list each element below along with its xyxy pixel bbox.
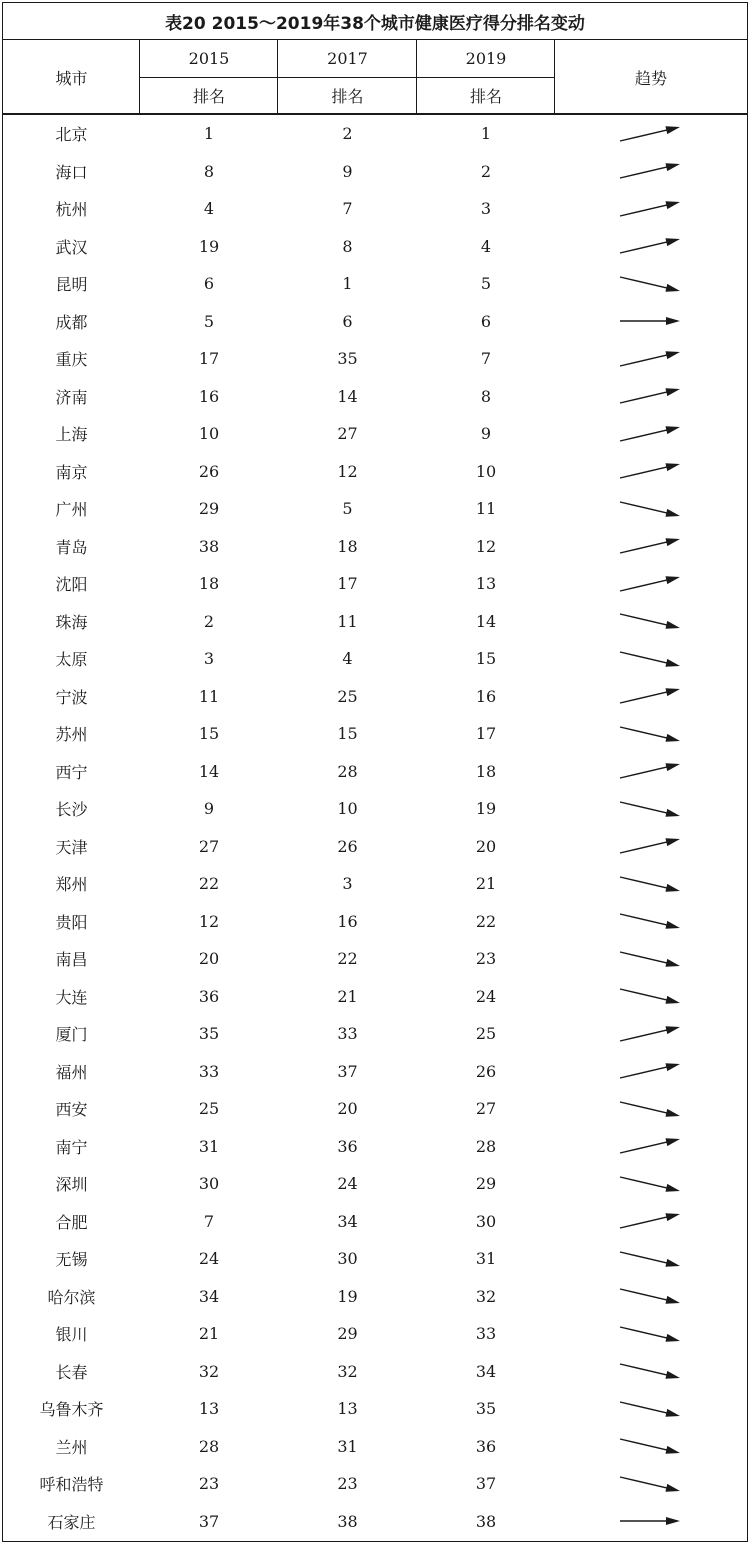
- cell-rank-2019: 10: [475, 461, 497, 481]
- cell-rank-2019: 24: [475, 986, 497, 1006]
- header-year-2017: 2017: [327, 49, 368, 68]
- cell-city: 太原: [55, 650, 88, 670]
- cell-city: 贵阳: [55, 912, 88, 932]
- cell-rank-2015: 2: [203, 611, 215, 631]
- trend-arrow-up-icon: [555, 415, 747, 453]
- cell-rank-2019: 8: [480, 386, 492, 406]
- table-row: [3, 978, 747, 1016]
- cell-rank-2017: 18: [337, 536, 358, 556]
- cell-city: 南宁: [55, 1137, 88, 1157]
- cell-rank-2019: 17: [475, 724, 497, 744]
- cell-city: 郑州: [55, 875, 88, 895]
- cell-rank-2019: 38: [475, 1511, 497, 1531]
- cell-rank-2015: 11: [198, 686, 220, 706]
- trend-arrow-down-icon: [555, 640, 747, 678]
- cell-rank-2019: 3: [480, 199, 492, 219]
- table-row: [3, 1390, 747, 1428]
- cell-rank-2017: 23: [337, 1474, 358, 1494]
- table-row: [3, 1503, 747, 1541]
- trend-arrow-down-icon: [555, 265, 747, 303]
- table-row: [3, 1428, 747, 1466]
- cell-city: 深圳: [55, 1175, 88, 1195]
- cell-city: 济南: [55, 387, 88, 407]
- cell-rank-2019: 13: [475, 574, 497, 594]
- cell-rank-2017: 30: [337, 1249, 358, 1269]
- cell-rank-2015: 27: [198, 836, 220, 856]
- cell-city: 沈阳: [55, 575, 88, 595]
- header-rank-2015: 排名: [192, 87, 225, 106]
- table-row: [3, 603, 747, 641]
- table-row: [3, 1240, 747, 1278]
- cell-city: 石家庄: [47, 1512, 96, 1532]
- cell-rank-2019: 28: [475, 1136, 497, 1156]
- table-row: [3, 1315, 747, 1353]
- cell-rank-2015: 36: [198, 986, 220, 1006]
- cell-rank-2019: 34: [475, 1361, 497, 1381]
- table-row: [3, 453, 747, 491]
- table-row: [3, 1203, 747, 1241]
- cell-rank-2019: 37: [475, 1474, 497, 1494]
- table-row: [3, 1353, 747, 1391]
- cell-rank-2019: 12: [475, 536, 497, 556]
- trend-arrow-down-icon: [555, 1090, 747, 1128]
- cell-rank-2019: 14: [475, 611, 497, 631]
- cell-rank-2019: 26: [475, 1061, 497, 1081]
- cell-rank-2017: 21: [337, 986, 358, 1006]
- cell-rank-2019: 27: [475, 1099, 497, 1119]
- cell-rank-2015: 30: [198, 1174, 220, 1194]
- cell-city: 呼和浩特: [39, 1475, 104, 1495]
- cell-rank-2017: 33: [337, 1024, 358, 1044]
- table-row: [3, 715, 747, 753]
- header-city: 城市: [55, 68, 88, 88]
- cell-city: 乌鲁木齐: [39, 1400, 104, 1420]
- table-row: [3, 1053, 747, 1091]
- trend-arrow-down-icon: [555, 1315, 747, 1353]
- cell-rank-2017: 6: [342, 311, 353, 331]
- cell-rank-2017: 29: [337, 1324, 358, 1344]
- trend-arrow-up-icon: [555, 153, 747, 191]
- cell-rank-2015: 10: [198, 424, 220, 444]
- cell-rank-2019: 7: [480, 349, 492, 369]
- trend-arrow-down-icon: [555, 1353, 747, 1391]
- cell-city: 海口: [55, 162, 88, 182]
- cell-rank-2019: 15: [475, 649, 497, 669]
- cell-city: 银川: [55, 1325, 88, 1345]
- cell-rank-2017: 26: [337, 836, 358, 856]
- cell-rank-2017: 10: [337, 799, 358, 819]
- trend-arrow-up-icon: [555, 528, 747, 566]
- cell-rank-2019: 1: [480, 124, 492, 144]
- cell-rank-2017: 25: [337, 686, 358, 706]
- cell-rank-2015: 12: [198, 911, 220, 931]
- cell-city: 无锡: [55, 1250, 88, 1270]
- table-row: [3, 1165, 747, 1203]
- table-row: [3, 303, 747, 341]
- cell-rank-2019: 29: [475, 1174, 497, 1194]
- table-row: [3, 678, 747, 716]
- trend-arrow-down-icon: [555, 865, 747, 903]
- cell-rank-2019: 30: [475, 1211, 497, 1231]
- trend-arrow-up-icon: [555, 828, 747, 866]
- cell-rank-2015: 13: [198, 1399, 220, 1419]
- cell-city: 北京: [55, 125, 88, 145]
- trend-arrow-up-icon: [555, 1203, 747, 1241]
- cell-city: 杭州: [55, 200, 88, 220]
- cell-city: 珠海: [55, 612, 88, 632]
- table-row: [3, 528, 747, 566]
- cell-rank-2015: 25: [198, 1099, 220, 1119]
- trend-arrow-down-icon: [555, 1240, 747, 1278]
- cell-city: 天津: [55, 837, 88, 857]
- header-year-2015: 2015: [188, 49, 230, 68]
- cell-rank-2015: 4: [203, 199, 215, 219]
- cell-city: 福州: [55, 1062, 88, 1082]
- cell-city: 合肥: [55, 1212, 88, 1232]
- trend-arrow-down-icon: [555, 1428, 747, 1466]
- table-row: [3, 1090, 747, 1128]
- cell-rank-2015: 29: [198, 499, 220, 519]
- table-row: [3, 865, 747, 903]
- cell-rank-2017: 13: [337, 1399, 358, 1419]
- cell-rank-2019: 2: [480, 161, 492, 181]
- cell-rank-2019: 21: [475, 874, 497, 894]
- cell-rank-2017: 1: [342, 274, 353, 294]
- cell-rank-2015: 21: [198, 1324, 220, 1344]
- cell-city: 南昌: [55, 950, 88, 970]
- cell-rank-2019: 19: [475, 799, 497, 819]
- cell-rank-2015: 9: [203, 799, 215, 819]
- cell-rank-2015: 1: [203, 124, 215, 144]
- cell-rank-2015: 23: [198, 1474, 220, 1494]
- cell-rank-2015: 16: [198, 386, 220, 406]
- cell-city: 上海: [55, 425, 88, 445]
- cell-rank-2015: 19: [198, 236, 220, 256]
- cell-city: 长沙: [55, 800, 88, 820]
- cell-rank-2019: 36: [475, 1436, 497, 1456]
- cell-rank-2017: 38: [337, 1511, 358, 1531]
- cell-rank-2015: 34: [198, 1286, 220, 1306]
- table-row: [3, 228, 747, 266]
- trend-arrow-up-icon: [555, 340, 747, 378]
- cell-city: 广州: [55, 500, 88, 520]
- header-trend: 趋势: [634, 68, 667, 88]
- trend-arrow-down-icon: [555, 490, 747, 528]
- table-row: [3, 490, 747, 528]
- cell-rank-2017: 37: [337, 1061, 358, 1081]
- cell-rank-2017: 12: [337, 461, 358, 481]
- trend-arrow-up-icon: [555, 453, 747, 491]
- trend-arrow-down-icon: [555, 603, 747, 641]
- cell-rank-2017: 8: [342, 236, 353, 256]
- table-row: [3, 1465, 747, 1503]
- trend-arrow-down-icon: [555, 1165, 747, 1203]
- cell-rank-2019: 5: [480, 274, 492, 294]
- cell-rank-2017: 22: [337, 949, 358, 969]
- cell-rank-2017: 11: [337, 611, 358, 631]
- cell-rank-2015: 35: [198, 1024, 220, 1044]
- cell-city: 西宁: [55, 762, 88, 782]
- cell-rank-2017: 14: [337, 386, 358, 406]
- cell-rank-2019: 32: [475, 1286, 497, 1306]
- cell-rank-2017: 27: [337, 424, 358, 444]
- table-row: [3, 190, 747, 228]
- cell-rank-2017: 32: [337, 1361, 358, 1381]
- table-title: 表20 2015～2019年38个城市健康医疗得分排名变动: [3, 3, 747, 40]
- trend-arrow-down-icon: [555, 903, 747, 941]
- cell-rank-2015: 28: [198, 1436, 220, 1456]
- cell-city: 成都: [55, 312, 88, 332]
- cell-city: 大连: [55, 987, 88, 1007]
- table-row: [3, 790, 747, 828]
- cell-rank-2017: 9: [342, 161, 353, 181]
- cell-rank-2015: 32: [198, 1361, 220, 1381]
- table-row: [3, 940, 747, 978]
- table-row: [3, 903, 747, 941]
- cell-rank-2017: 20: [337, 1099, 358, 1119]
- cell-city: 重庆: [55, 350, 88, 370]
- cell-rank-2017: 7: [342, 199, 353, 219]
- trend-arrow-up-icon: [555, 378, 747, 416]
- trend-arrow-up-icon: [555, 565, 747, 603]
- cell-city: 青岛: [55, 537, 88, 557]
- trend-arrow-up-icon: [555, 1053, 747, 1091]
- cell-rank-2019: 9: [480, 424, 492, 444]
- cell-rank-2017: 28: [337, 761, 358, 781]
- cell-rank-2015: 33: [198, 1061, 220, 1081]
- cell-rank-2019: 31: [475, 1249, 497, 1269]
- header-rank-2017: 排名: [331, 87, 364, 106]
- cell-rank-2015: 5: [203, 311, 215, 331]
- trend-arrow-up-icon: [555, 115, 747, 153]
- cell-rank-2015: 38: [198, 536, 220, 556]
- cell-city: 兰州: [55, 1437, 88, 1457]
- cell-rank-2015: 22: [198, 874, 220, 894]
- cell-rank-2017: 2: [342, 124, 353, 144]
- table-row: [3, 340, 747, 378]
- cell-city: 昆明: [55, 275, 88, 295]
- trend-arrow-up-icon: [555, 753, 747, 791]
- cell-rank-2019: 11: [475, 499, 497, 519]
- cell-rank-2015: 15: [198, 724, 220, 744]
- cell-rank-2015: 14: [198, 761, 220, 781]
- cell-rank-2015: 18: [198, 574, 220, 594]
- trend-arrow-down-icon: [555, 1390, 747, 1428]
- table-row: [3, 1128, 747, 1166]
- cell-rank-2019: 6: [480, 311, 492, 331]
- cell-rank-2019: 25: [475, 1024, 497, 1044]
- cell-rank-2017: 36: [337, 1136, 358, 1156]
- trend-arrow-up-icon: [555, 1015, 747, 1053]
- cell-rank-2019: 16: [475, 686, 497, 706]
- cell-rank-2015: 37: [198, 1511, 220, 1531]
- trend-arrow-up-icon: [555, 678, 747, 716]
- cell-rank-2017: 3: [342, 874, 353, 894]
- cell-rank-2017: 16: [337, 911, 358, 931]
- cell-rank-2017: 31: [337, 1436, 358, 1456]
- trend-arrow-up-icon: [555, 1128, 747, 1166]
- table-row: [3, 378, 747, 416]
- cell-city: 武汉: [55, 237, 88, 257]
- cell-city: 长春: [55, 1362, 88, 1382]
- table-row: [3, 1015, 747, 1053]
- cell-rank-2019: 23: [475, 949, 497, 969]
- cell-rank-2017: 34: [337, 1211, 358, 1231]
- cell-city: 宁波: [55, 687, 88, 707]
- cell-rank-2015: 3: [203, 649, 215, 669]
- cell-rank-2017: 19: [337, 1286, 358, 1306]
- trend-arrow-up-icon: [555, 228, 747, 266]
- cell-rank-2017: 35: [337, 349, 358, 369]
- cell-rank-2017: 4: [342, 649, 353, 669]
- cell-rank-2017: 5: [342, 499, 353, 519]
- header-year-2019: 2019: [465, 49, 507, 68]
- cell-rank-2015: 20: [198, 949, 220, 969]
- trend-arrow-down-icon: [555, 978, 747, 1016]
- cell-rank-2019: 22: [475, 911, 497, 931]
- cell-rank-2015: 24: [198, 1249, 220, 1269]
- cell-rank-2017: 15: [337, 724, 358, 744]
- table-row: [3, 640, 747, 678]
- header-rank-2019: 排名: [469, 87, 502, 106]
- cell-rank-2019: 18: [475, 761, 497, 781]
- cell-rank-2015: 17: [198, 349, 220, 369]
- cell-city: 南京: [55, 462, 88, 482]
- cell-rank-2015: 31: [198, 1136, 220, 1156]
- table-row: [3, 828, 747, 866]
- cell-city: 哈尔滨: [47, 1287, 96, 1307]
- table-row: [3, 565, 747, 603]
- trend-arrow-down-icon: [555, 940, 747, 978]
- cell-rank-2019: 4: [480, 236, 492, 256]
- cell-rank-2019: 33: [475, 1324, 497, 1344]
- cell-rank-2015: 26: [198, 461, 220, 481]
- table-row: [3, 153, 747, 191]
- cell-rank-2015: 7: [203, 1211, 215, 1231]
- cell-rank-2019: 35: [475, 1399, 497, 1419]
- ranking-table: [2, 2, 748, 1542]
- cell-rank-2015: 6: [203, 274, 215, 294]
- trend-arrow-up-icon: [555, 190, 747, 228]
- table-row: [3, 1278, 747, 1316]
- cell-rank-2019: 20: [475, 836, 497, 856]
- trend-arrow-down-icon: [555, 1278, 747, 1316]
- table-row: [3, 265, 747, 303]
- trend-arrow-down-icon: [555, 715, 747, 753]
- trend-arrow-down-icon: [555, 1465, 747, 1503]
- table-row: [3, 115, 747, 153]
- trend-arrow-down-icon: [555, 790, 747, 828]
- table-row: [3, 415, 747, 453]
- trend-arrow-flat-icon: [555, 1503, 747, 1541]
- cell-city: 西安: [55, 1100, 88, 1120]
- trend-arrow-flat-icon: [555, 303, 747, 341]
- cell-rank-2017: 24: [337, 1174, 358, 1194]
- divider: [140, 77, 554, 78]
- cell-rank-2017: 17: [337, 574, 358, 594]
- cell-rank-2015: 8: [203, 161, 215, 181]
- cell-city: 厦门: [55, 1025, 88, 1045]
- divider: [554, 40, 555, 114]
- table-row: [3, 753, 747, 791]
- cell-city: 苏州: [55, 725, 88, 745]
